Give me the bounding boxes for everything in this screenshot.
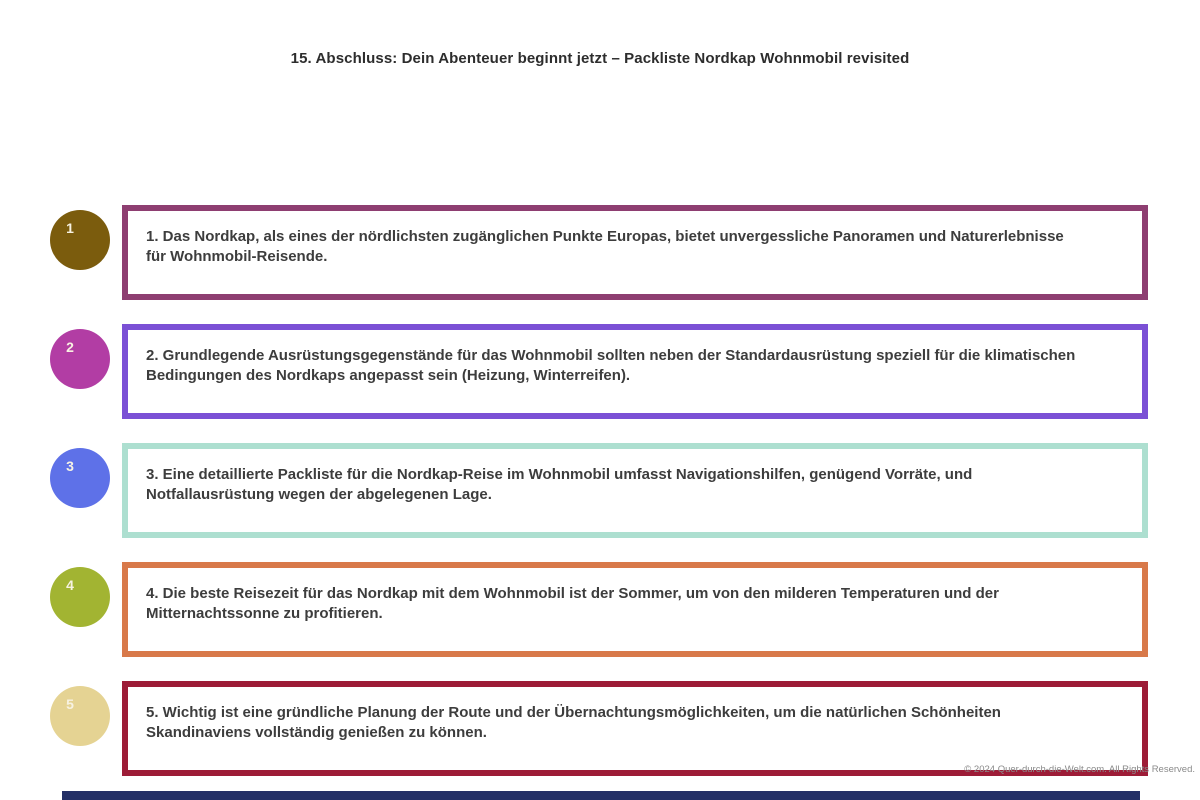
item-number: 4: [66, 577, 74, 593]
item-text-box: [122, 443, 1148, 538]
copyright-notice: © 2024 Quer-durch-die-Welt.com. All Rights Reserved.: [964, 764, 1195, 775]
item-number: 3: [66, 458, 74, 474]
item-text: 2. Grundlegende Ausrüstungsgegenstände für das Wohnmobil sollten neben der Standardausrüstung speziell für die klimatischen Bedingungen des Nordkaps angepasst sein (Heizung, Winterreifen).: [146, 347, 1076, 384]
item-number: 1: [66, 220, 74, 236]
list-item: [50, 681, 1148, 776]
item-number-badge: [50, 210, 110, 270]
item-number-badge: [50, 329, 110, 389]
item-text: 1. Das Nordkap, als eines der nördlichsten zugänglichen Punkte Europas, bietet unvergessliche Panoramen und Naturerlebnisse für Wohnmobil-Reisende.: [146, 228, 1064, 265]
list-item: [50, 562, 1148, 657]
item-text-box: [122, 562, 1148, 657]
item-number: 5: [66, 696, 74, 712]
item-number-badge: [50, 567, 110, 627]
list-item: [50, 205, 1148, 300]
item-number-badge: [50, 686, 110, 746]
item-text: 3. Eine detaillierte Packliste für die Nordkap-Reise im Wohnmobil umfasst Navigationshilfen, genügend Vorräte, und Notfallausrüstung wegen der abgelegenen Lage.: [146, 466, 973, 503]
item-number-badge: [50, 448, 110, 508]
item-number: 2: [66, 339, 74, 355]
list-item: [50, 324, 1148, 419]
item-text-box: [122, 324, 1148, 419]
item-text-box: [122, 205, 1148, 300]
bottom-accent-bar: [62, 791, 1140, 800]
item-text: 5. Wichtig ist eine gründliche Planung der Route und der Übernachtungsmöglichkeiten, um die natürlichen Schönheiten Skandinaviens vollständig genießen zu können.: [146, 704, 1001, 741]
list-item: [50, 443, 1148, 538]
item-text: 4. Die beste Reisezeit für das Nordkap mit dem Wohnmobil ist der Sommer, um von den milderen Temperaturen und der Mitternachtssonne zu profitieren.: [146, 585, 999, 622]
page-title: 15. Abschluss: Dein Abenteuer beginnt jetzt – Packliste Nordkap Wohnmobil revisited: [290, 50, 910, 67]
item-text-box: [122, 681, 1148, 776]
numbered-list: [50, 205, 1148, 800]
